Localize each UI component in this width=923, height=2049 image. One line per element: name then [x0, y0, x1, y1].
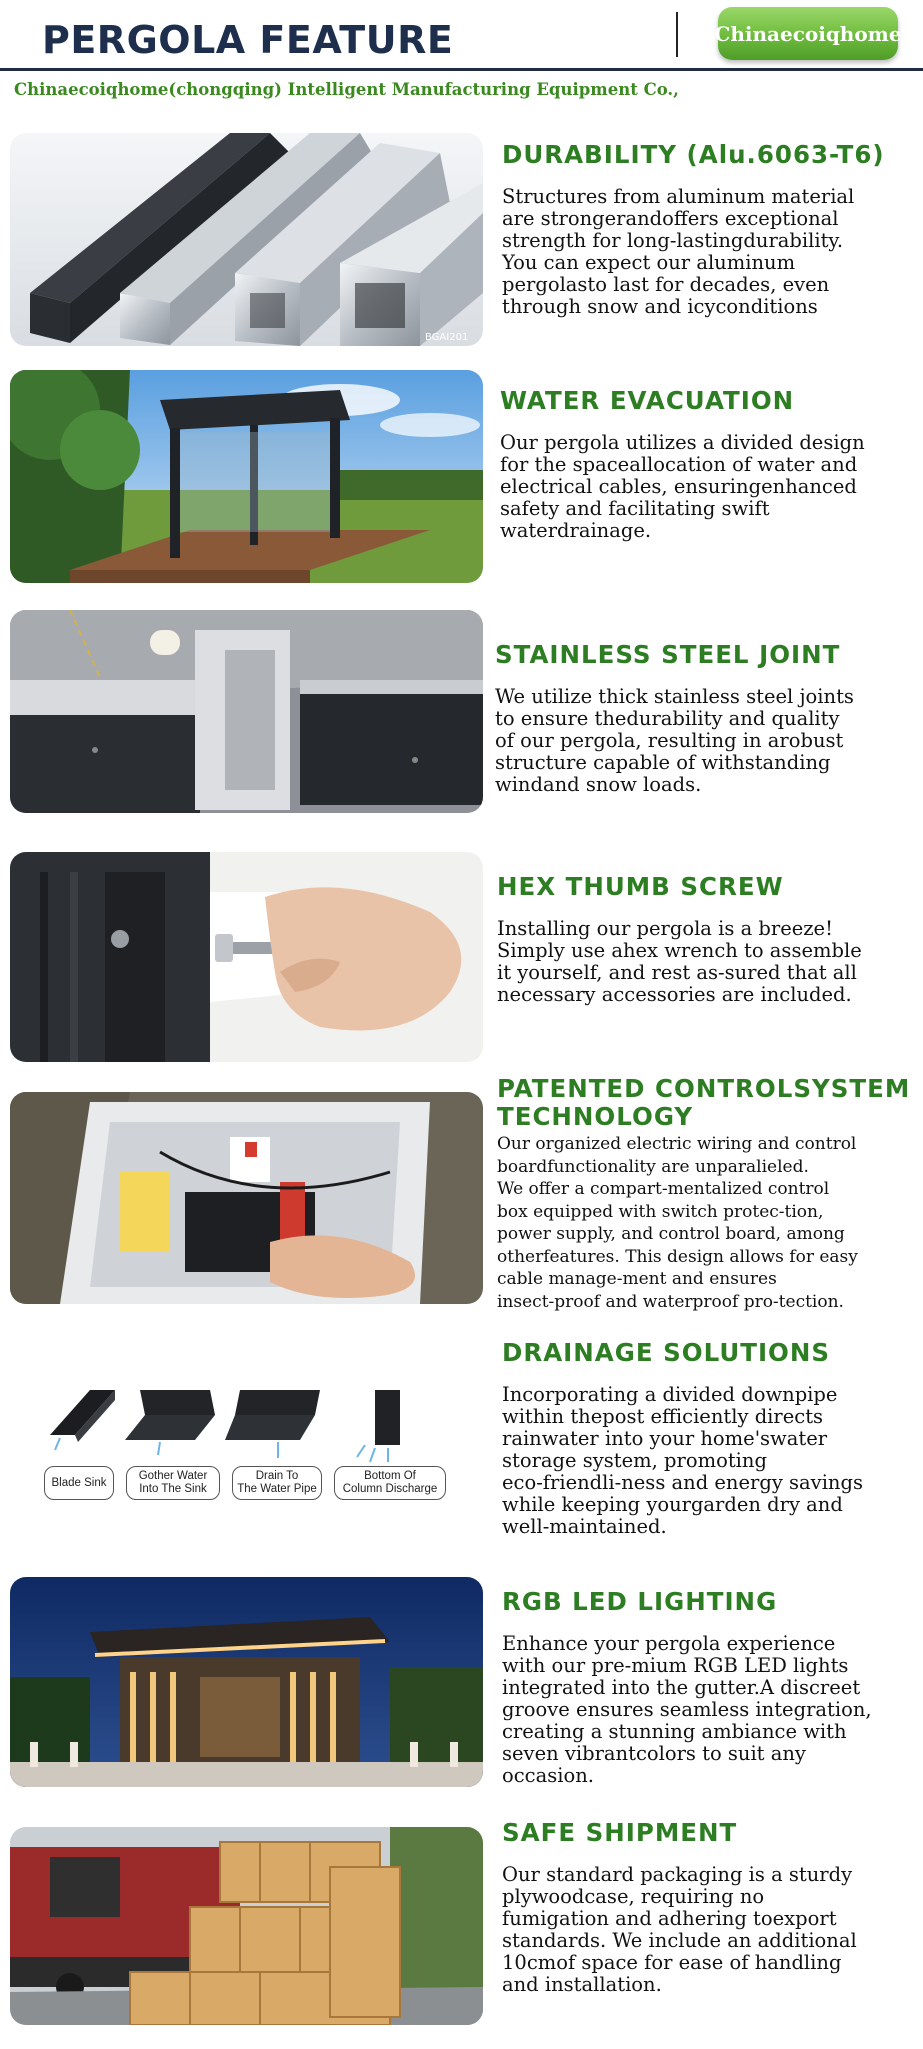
- hex-screw-body: Installing our pergola is a breeze! Simply use ahex wrench to assemble it yourself, and rest as-sured that all necessary accessories are included.: [497, 917, 862, 1006]
- water-evacuation-body: Our pergola utilizes a divided design for the spaceallocation of water and electrical cables, ensuringenhanced safety and facilitating swift waterdrainage.: [500, 431, 865, 542]
- aluminum-profiles-image: [10, 133, 483, 346]
- drainage-diagram: [30, 1380, 460, 1510]
- brand-badge[interactable]: Chinaecoiqhome: [718, 7, 898, 60]
- durability-title: DURABILITY (Alu.6063-T6): [502, 140, 885, 169]
- hex-screw-image: [10, 852, 483, 1062]
- drainage-title: DRAINAGE SOLUTIONS: [502, 1338, 831, 1367]
- shipment-crates-image: [10, 1827, 483, 2025]
- diagram-label-column-discharge: Bottom Of Column Discharge: [334, 1466, 446, 1500]
- header-rule: [0, 68, 923, 71]
- shipment-title: SAFE SHIPMENT: [502, 1818, 738, 1847]
- diagram-label-gutter: Gother Water Into The Sink: [126, 1466, 220, 1500]
- control-box-image: [10, 1092, 483, 1304]
- company-subtitle: Chinaecoiqhome(chongqing) Intelligent Manufacturing Equipment Co.,: [14, 80, 679, 99]
- hex-screw-title: HEX THUMB SCREW: [497, 872, 784, 901]
- page-title: PERGOLA FEATURE: [42, 18, 454, 62]
- diagram-label-blade-sink: Blade Sink: [44, 1466, 114, 1500]
- header-divider: [676, 12, 678, 57]
- diagram-label-drain-pipe: Drain To The Water Pipe: [232, 1466, 322, 1500]
- page-header: [0, 0, 923, 70]
- led-title: RGB LED LIGHTING: [502, 1587, 778, 1616]
- led-pergola-image: [10, 1577, 483, 1787]
- steel-joint-image: [10, 610, 483, 813]
- pergola-garden-image: [10, 370, 483, 583]
- control-system-title: PATENTED CONTROLSYSTEM TECHNOLOGY: [497, 1074, 911, 1131]
- image-watermark: BGAI201: [425, 332, 469, 343]
- control-system-body: Our organized electric wiring and control boardfunctionality are unparalieled. We offer a compart-mentalized control box equipped with switch protec-tion, power supply, and control board, among otherfeatures. This design allows for easy cable manage-ment and ensures insect-proof and waterproof pro-tection.: [497, 1134, 858, 1312]
- led-body: Enhance your pergola experience with our pre-mium RGB LED lights integrated into the gutter.A discreet groove ensures seamless integration, creating a stunning ambiance with seven vibrantcolors to suit any occasion.: [502, 1632, 872, 1787]
- drainage-body: Incorporating a divided downpipe within thepost efficiently directs rainwater into your home'swater storage system, promoting eco-friendli-ness and energy savings while keeping yourgarden dry and well-maintained.: [502, 1383, 863, 1538]
- durability-body: Structures from aluminum material are strongerandoffers exceptional strength for long-lastingdurability. You can expect our aluminum pergolasto last for decades, even through snow and icyconditions: [502, 185, 855, 318]
- water-evacuation-title: WATER EVACUATION: [500, 386, 795, 415]
- steel-joint-body: We utilize thick stainless steel joints to ensure thedurability and quality of our pergola, resulting in arobust structure capable of withstanding windand snow loads.: [495, 685, 854, 796]
- steel-joint-title: STAINLESS STEEL JOINT: [495, 640, 841, 669]
- shipment-body: Our standard packaging is a sturdy plywoodcase, requiring no fumigation and adhering toexport standards. We include an additional 10cmof space for ease of handling and installation.: [502, 1863, 857, 1996]
